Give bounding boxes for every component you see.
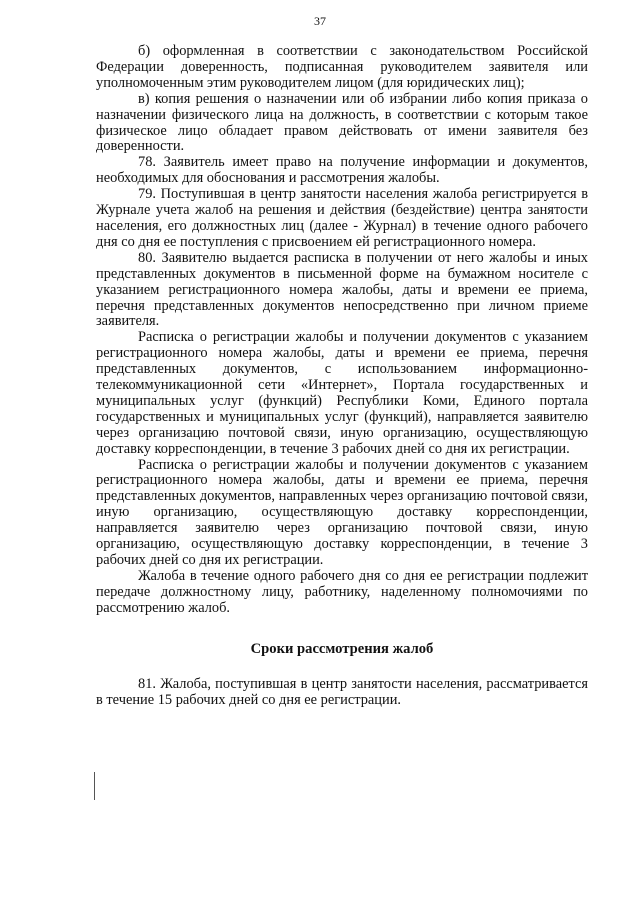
paragraph-79: 79. Поступившая в центр занятости населения жалоба регистрируется в Журнале учета жалоб на решения и действия (бездействие) центра занятости населения, его должностных лиц (далее - Журнал) в течение одного рабочего дня со дня ее поступления с присвоением ей регистрационного номера. xyxy=(96,186,588,250)
paragraph-complaint-transfer: Жалоба в течение одного рабочего дня со дня ее регистрации подлежит передаче должностному лицу, работнику, наделенному полномочиями по рассмотрению жалоб. xyxy=(96,567,588,616)
paragraph-receipt-postal: Расписка о регистрации жалобы и получении документов с указанием регистрационного номера жалобы, даты и времени ее приема, перечня представленных документов, направленных через организацию почтовой связи, иную организацию, осуществляющую доставку корреспонденции, направляется заявителю через организацию почтовой связи, иную организацию, осуществляющую доставку корреспонденции, в течение 3 рабочих дней со дня их регистрации. xyxy=(96,456,588,568)
paragraph-78: 78. Заявитель имеет право на получение информации и документов, необходимых для обоснования и рассмотрения жалобы. xyxy=(96,154,588,187)
paragraph-b-power-of-attorney: б) оформленная в соответствии с законодательством Российской Федерации доверенность, подписанная руководителем заявителя или уполномоченным этим руководителем лицом (для юридических лиц); xyxy=(96,43,588,91)
section-heading: Сроки рассмотрения жалоб xyxy=(250,640,434,657)
paragraph-80: 80. Заявителю выдается расписка в получении от него жалобы и иных представленных документов в письменной форме на бумажном носителе с указанием регистрационного номера жалобы, даты и времени ее приема, перечня представленных документов непосредственно при личном приеме заявителя. xyxy=(96,249,588,330)
paragraph-receipt-internet: Расписка о регистрации жалобы и получении документов с указанием регистрационного номера жалобы, даты и времени ее приема, перечня представленных документов, с использованием информационно-телекоммуникационной сети «Интернет», Портала государственных и муниципальных услуг (функций) Республики Коми, Единого портала государственных и муниципальных услуг (функций), направляется заявителю через организацию почтовой связи, иную организацию, осуществляющую доставку корреспонденции, в течение 3 рабочих дней со дня их регистрации. xyxy=(96,329,588,457)
page-number: 37 xyxy=(314,14,326,28)
paragraph-v-appointment-copy: в) копия решения о назначении или об избрании либо копия приказа о назначении физического лица на должность, в соответствии с которым такое физическое лицо обладает правом действовать от имени заявителя без доверенности. xyxy=(96,90,588,155)
scan-edge-mark xyxy=(94,772,95,800)
paragraph-81: 81. Жалоба, поступившая в центр занятости населения, рассматривается в течение 15 рабочих дней со дня ее регистрации. xyxy=(96,675,588,708)
document-body xyxy=(96,44,588,708)
